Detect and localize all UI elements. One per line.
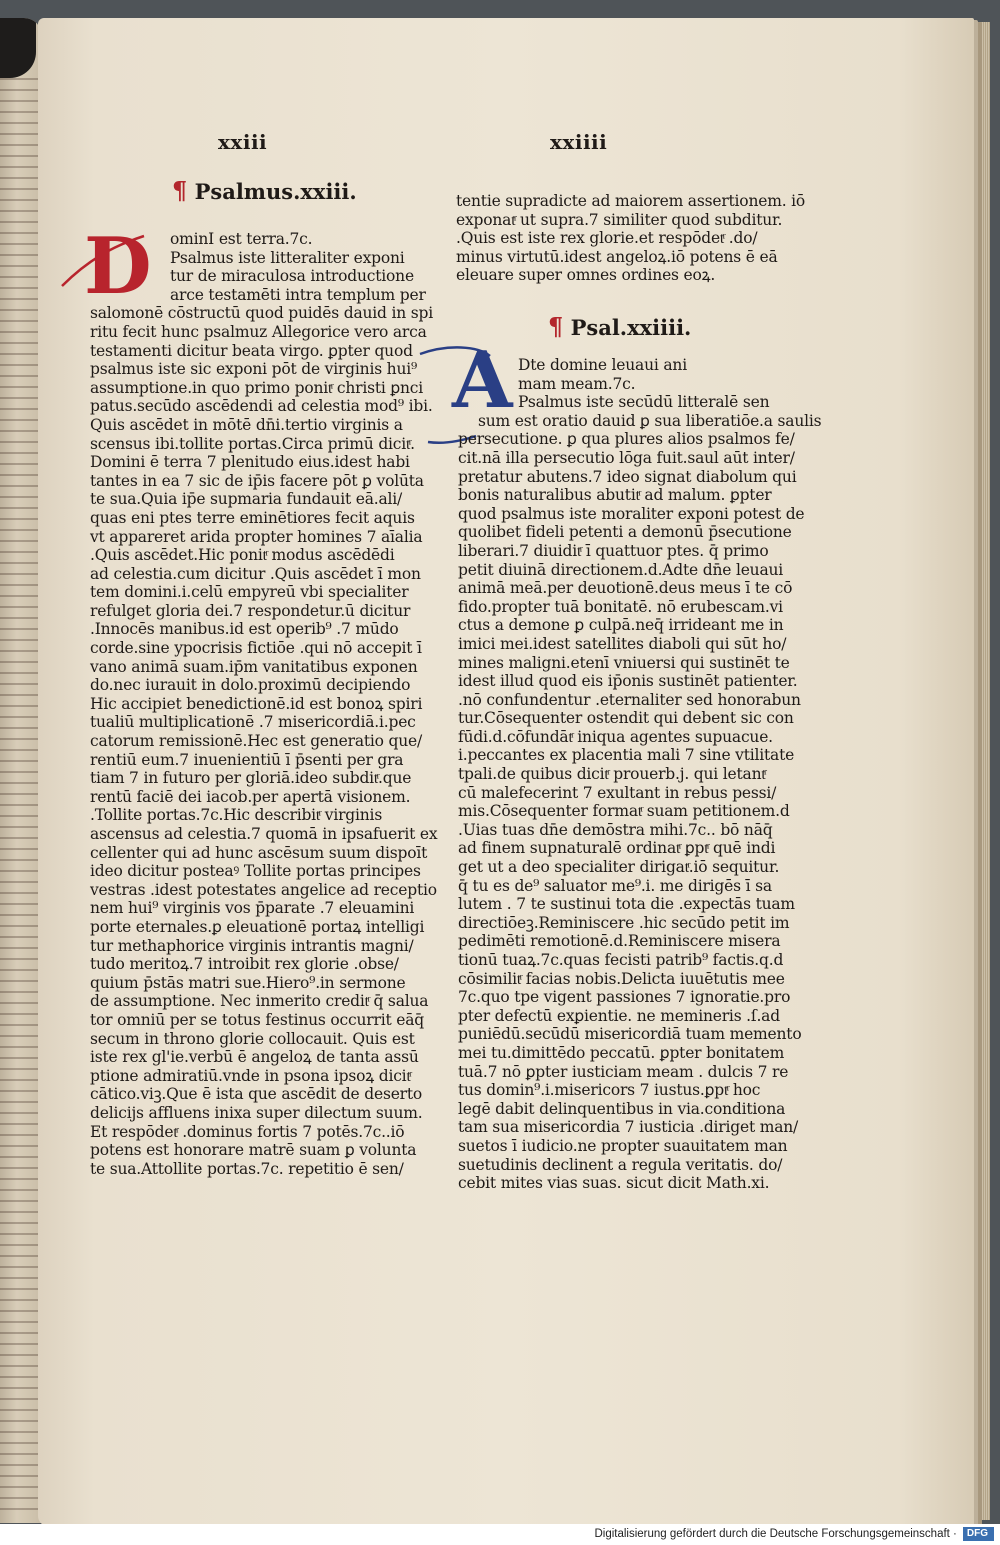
psalm-heading-col1: [172, 176, 357, 205]
text-line: petit diuinā directionem.d.Adte dn̄e leuaui: [458, 560, 784, 579]
text-line: secum in throno glorie collocauit. Quis est: [90, 1029, 415, 1048]
text-line: suetudinis declinent a regula veritatis. do/: [458, 1155, 783, 1174]
text-line: mam meam.7c.: [518, 374, 636, 393]
facing-page-edge: [0, 18, 42, 1523]
text-line: cebit mites vias suas. sicut dicit Math.xi.: [458, 1174, 770, 1193]
text-line: tor omniū per se totus festinus occurrit eāq̄: [90, 1010, 424, 1029]
text-line: rentū faciē dei iacob.per apertā visionem.: [90, 787, 411, 806]
text-line: quas eni ptes terre eminētiores fecit aquis: [90, 508, 415, 527]
text-line: tualiū multiplicationē .7 misericordiā.i.pec: [90, 713, 416, 732]
text-line: mei tu.dimittēdo peccatū. ꝑpter bonitatem: [458, 1043, 785, 1062]
text-line: te sua.Quia ip̄e supmaria fundauit eā.ali/: [90, 490, 403, 509]
running-head-left: xxiii: [218, 130, 268, 154]
text-line: ritu fecit hunc psalmuz Allegorice vero arca: [90, 322, 427, 341]
text-line: quium p̄stās matri sue.Hiero⁹.in sermone: [90, 973, 406, 992]
text-line: tur de miraculosa introductione: [170, 267, 414, 286]
text-line: Dte domine leuaui ani: [518, 356, 687, 374]
text-line: animā meā.per deuotionē.deus meus ī te cō: [458, 579, 793, 598]
text-line: porte eternales.ꝑ eleuationē portaꝝ intelligi: [90, 917, 425, 936]
text-line: salomonē cōstructū quod puidēs dauid in spi: [90, 304, 433, 323]
text-line: Domini ē terra 7 plenitudo eius.idest habi: [90, 453, 410, 472]
initial-letter-d: D: [84, 221, 152, 312]
text-line: Et respōdetͬ .dominus fortis 7 potēs.7c..iō: [90, 1122, 405, 1141]
text-line: cōsimilitͬ facias nobis.Delicta iuuētutis mee: [458, 969, 785, 988]
column-1-text: [90, 230, 450, 1178]
text-line: sum est oratio dauid ꝑ sua liberatiōe.a saulis: [478, 411, 822, 430]
text-line: quolibet fideli petenti a demonū p̄secutione: [458, 523, 792, 542]
text-line: refulget gloria dei.7 respondetur.ū dicitur: [90, 601, 411, 620]
text-line: cū malefecerint 7 exultant in rebus pessi/: [458, 783, 777, 802]
pilcrow-icon: ¶: [172, 176, 188, 205]
text-line: puniēdū.secūdū misericordiā tuam memento: [458, 1025, 802, 1044]
text-line: catorum remissionē.Hec est generatio que/: [90, 732, 423, 751]
text-line: arce testamēti intra templum per: [170, 285, 426, 304]
pilcrow-icon: ¶: [548, 312, 564, 341]
text-line: lutem . 7 te sustinui tota die .expectās tuam: [458, 895, 795, 914]
column-2-text: [458, 356, 822, 1193]
text-line: mines maligni.etenī vniuersi qui sustinēt te: [458, 653, 790, 672]
text-line: .Quis ascēdet.Hic ponitͬ modus ascēdēdi: [90, 546, 395, 565]
text-line: .Uias tuas dn̄e demōstra mihi.7c.. bō nāq̄: [458, 820, 773, 839]
text-line: ominI est terra.7c.: [170, 230, 313, 248]
binding-shadow: [0, 18, 36, 78]
text-line: tiam 7 in futuro per gloriā.ideo subditͬ.que: [90, 769, 412, 788]
text-line: 7c.quo tpe vigent passiones 7 ignoratie.pro: [458, 988, 791, 1007]
text-line: get ut a deo specialiter dirigatͬ.iō sequitur.: [458, 858, 780, 877]
text-line: ascensus ad celestia.7 quomā in ipsafuerit ex: [90, 825, 438, 843]
text-line: pter defectū exꝑientie. ne memineris .ſ.ad: [458, 1006, 780, 1025]
text-line: tem domini.i.celū empyreū vbi specialiter: [90, 583, 409, 602]
text-line: i.peccantes ex placentia mali 7 sine vtilitate: [458, 746, 795, 765]
page-stack-edge: [972, 22, 990, 1520]
text-line: do.nec iurauit in dolo.proximū decipiendo: [90, 676, 411, 695]
text-line: ptione admiratiū.vnde in psona ipsoꝝ dicitͬ: [90, 1066, 411, 1085]
text-line: vt appareret arida propter homines 7 aīalia: [90, 527, 423, 546]
text-line: iste rex gl'ie.verbū ē angeloꝝ de tanta assū: [90, 1048, 419, 1067]
text-line: tuā.7 nō ꝑpter iusticiam meam . dulcis 7 re: [458, 1062, 789, 1081]
text-line: exponatͬ ut supra.7 similiter quod subditur.: [456, 210, 783, 229]
text-line: tur methaphorice virginis intrantis magni/: [90, 936, 414, 955]
text-line: nem hui⁹ virginis vos p̄parate .7 eleuamini: [90, 899, 415, 918]
text-line: scensus ibi.tollite portas.Circa primū dicitͬ.: [90, 434, 415, 453]
psalm-heading-text: Psal.xxiiii.: [570, 315, 692, 340]
text-line: tpali.de quibus dicitͬ prouerb.j. qui letantͬ: [458, 765, 766, 784]
text-line: tionū tuaꝝ.7c.quas fecisti patrib⁹ factis.q.d: [458, 951, 784, 969]
text-line: psalmus iste sic exponi pōt de virginis hui⁹: [90, 360, 418, 379]
text-line: imici mei.idest satellites diaboli qui sūt ho/: [458, 634, 787, 653]
text-line: tus domin⁹.i.misericors 7 iustus.ꝑptͬ hoc: [458, 1081, 761, 1100]
text-line: te sua.Attollite portas.7c. repetitio ē sen/: [90, 1159, 404, 1178]
text-line: .Innocēs manibus.id est operib⁹ .7 mūdo: [90, 620, 399, 639]
text-line: pedimēti remotionē.d.Reminiscere misera: [458, 932, 781, 951]
text-line: cātico.viꝫ.Que ē ista que ascēdit de deserto: [90, 1085, 423, 1104]
running-head-right: xxiiii: [550, 130, 608, 154]
text-line: quod psalmus iste moraliter exponi potest de: [458, 504, 805, 523]
text-line: .Tollite portas.7c.Hic describitͬ virginis: [90, 806, 383, 825]
text-line: minus virtutū.idest angeloꝝ.iō potens ē eā: [456, 247, 778, 266]
text-line: tantes in ea 7 sic de ip̄is facere pōt ꝑ volūta: [90, 471, 424, 490]
text-line: legē dabit delinquentibus in via.conditiona: [458, 1099, 786, 1118]
text-line: Quis ascēdet in mōtē dn̄i.tertio virginis a: [90, 415, 403, 434]
text-line: Hic accipiet benedictionē.id est bonoꝝ spiri: [90, 694, 423, 713]
text-line: vestras .idest potestates angelice ad receptio: [90, 880, 437, 899]
dfg-logo: DFG: [963, 1527, 994, 1541]
text-line: .nō confundentur .eternaliter sed honorabun: [458, 690, 801, 709]
manuscript-page: [38, 18, 974, 1526]
text-line: vano animā suam.ip̄m vanitatibus exponen: [90, 657, 418, 676]
text-line: tentie supradicte ad maiorem assertionem. iō: [456, 192, 806, 210]
psalm-heading-col2: [548, 312, 691, 341]
psalm-heading-text: Psalmus.xxiii.: [194, 179, 357, 204]
credit-text: Digitalisierung gefördert durch die Deutsche Forschungsgemeinschaft ·: [594, 1528, 957, 1540]
text-line: rentiū eum.7 inuenientiū ī p̄senti per gra: [90, 750, 404, 769]
column-2-continuation: [456, 192, 816, 285]
digitization-credit-bar: [0, 1524, 1000, 1545]
text-line: .Quis est iste rex glorie.et respōdetͬ .do/: [456, 229, 758, 248]
text-line: Psalmus iste litteraliter exponi: [170, 248, 405, 267]
text-line: directiōeꝫ.Reminiscere .hic secūdo petit im: [458, 913, 790, 932]
text-line: cit.nā illa persecutio lōga fuit.saul aūt inter/: [458, 448, 795, 467]
text-line: ad finem supnaturalē ordinatͬ ꝑptͬ quē indi: [458, 839, 776, 858]
initial-letter-a: A: [452, 335, 513, 426]
text-line: tudo meritoꝝ.7 introibit rex glorie .obse/: [90, 955, 399, 974]
text-line: eleuare super omnes ordines eoꝝ.: [456, 266, 716, 285]
text-line: bonis naturalibus abutitͬ ad malum. ꝑpter: [458, 486, 772, 505]
text-line: testamenti dicitur beata virgo. ꝑpter quod: [90, 341, 413, 360]
text-line: ideo dicitur posteaꝰ Tollite portas principes: [90, 862, 421, 881]
text-line: de assumptione. Nec inmerito creditͬ q̄ salua: [90, 992, 429, 1011]
text-line: idest illud quod eis ip̄onis sustinēt patienter.: [458, 672, 798, 691]
text-line: Psalmus iste secūdū litteralē sen: [518, 393, 770, 412]
text-line: assumptione.in quo primo ponitͬ christi ꝑnci: [90, 378, 424, 397]
text-line: ad celestia.cum dicitur .Quis ascēdet ī mon: [90, 564, 421, 583]
text-line: delicijs affluens inixa super dilectum suum.: [90, 1103, 423, 1122]
text-line: potens est honorare matrē suam ꝑ volunta: [90, 1141, 417, 1160]
text-line: fido.propter tuā bonitatē. nō erubescam.vi: [458, 597, 783, 616]
text-line: tam sua misericordia 7 iusticia .diriget man/: [458, 1118, 799, 1137]
facing-page-text-fragment: [0, 78, 42, 1518]
text-line: corde.sine ypocrisis fictiōe .qui nō accepit ī: [90, 639, 422, 658]
text-line: persecutione. ꝑ qua plures alios psalmos fe/: [458, 430, 795, 449]
text-line: tur.Cōsequenter ostendit qui debent sic con: [458, 709, 794, 728]
text-line: liberari.7 diuiditͬ ī quattuor ptes. q̄ primo: [458, 541, 769, 560]
text-line: suetos ī iudicio.ne propter suauitatem man: [458, 1136, 788, 1155]
text-line: ctus a demone ꝑ culpā.neq̄ irrideant me in: [458, 616, 784, 635]
text-line: patus.secūdo ascēdendi ad celestia mod⁹ ibi.: [90, 397, 433, 416]
text-line: mis.Cōsequenter formatͬ suam petitionem.d: [458, 802, 790, 821]
text-line: q̄ tu es de⁹ saluator me⁹.i. me dirigēs ī sa: [458, 876, 772, 895]
text-line: pretatur abutens.7 ideo signat diabolum qui: [458, 467, 797, 486]
text-line: fūdi.d.cōfundātͬ iniqua agentes supuacue.: [458, 727, 773, 746]
text-line: cellenter qui ad hunc ascēsum suum dispoīt: [90, 843, 428, 862]
